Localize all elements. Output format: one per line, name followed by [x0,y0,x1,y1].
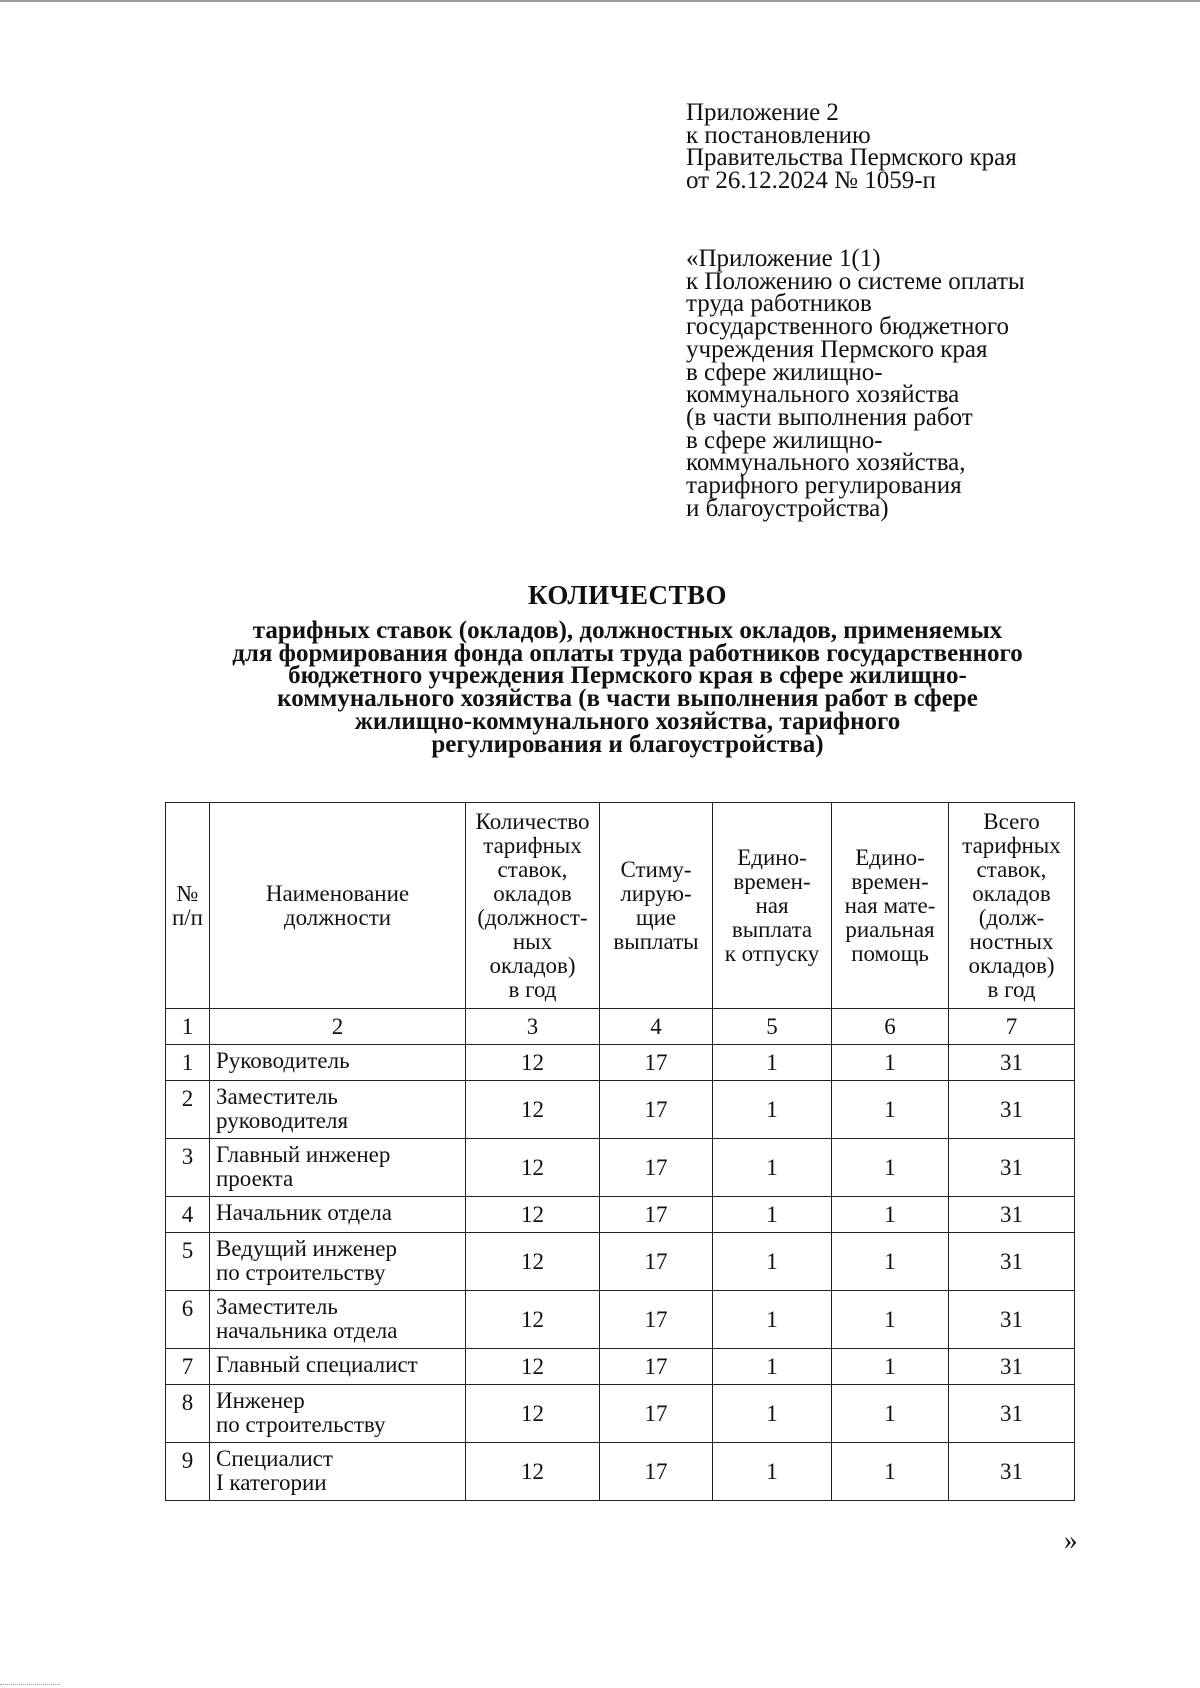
value-cell-c5: 1 [713,1197,832,1233]
regulation-line: и благоустройства) [686,494,889,522]
header-line: ная [755,892,789,918]
header-line: щие [635,904,677,930]
position-name-line: Заместитель [216,1294,338,1319]
header-cell-total [949,803,1075,1009]
column-number: 1 [166,1009,210,1045]
header-line: Количество [475,808,590,834]
position-name-line: руководителя [216,1108,349,1133]
regulation-line: в сфере жилищно- [686,426,883,454]
subtitle-line: регулирования и благоустройства) [431,730,824,758]
column-number: 2 [210,1009,466,1045]
table-row [166,1045,1075,1081]
table-header-row [166,803,1075,1009]
header-line: риальная [845,916,935,942]
rates-table [165,802,1075,1501]
subtitle-line: тарифных ставок (окладов), должностных окладов, применяемых [252,617,1003,644]
header-line: окладов) [489,952,576,978]
value-cell-c7: 31 [949,1291,1075,1349]
value-cell-c7: 31 [949,1081,1075,1139]
header-line: ставок, [976,856,1047,882]
table-row [166,1081,1075,1139]
value-cell-c6: 1 [832,1385,949,1443]
column-number: 7 [949,1009,1075,1045]
position-name-line: Руководитель [216,1048,350,1073]
value-cell-c5: 1 [713,1139,832,1197]
value-cell-c4: 17 [600,1197,713,1233]
table-row [166,1443,1075,1501]
column-number: 4 [600,1009,713,1045]
value-cell-c3: 12 [466,1443,600,1501]
value-cell-c6: 1 [832,1349,949,1385]
position-name [210,1291,466,1349]
value-cell-c6: 1 [832,1233,949,1291]
table-row [166,1197,1075,1233]
header-line: ностных [969,928,1054,954]
position-name [210,1385,466,1443]
position-name [210,1081,466,1139]
appendix-line: Правительства Пермского края [686,144,1017,171]
header-cell-rate-count [466,803,600,1009]
value-cell-c4: 17 [600,1385,713,1443]
table-row [166,1349,1075,1385]
header-line: времен- [851,868,929,894]
position-name [210,1045,466,1081]
position-name [210,1197,466,1233]
header-line: (долж- [978,904,1045,930]
row-number: 3 [166,1139,210,1197]
value-cell-c5: 1 [713,1385,832,1443]
value-cell-c3: 12 [466,1385,600,1443]
value-cell-c4: 17 [600,1349,713,1385]
column-number: 3 [466,1009,600,1045]
header-line: ных [512,928,553,954]
value-cell-c4: 17 [600,1139,713,1197]
table-row [166,1385,1075,1443]
value-cell-c7: 31 [949,1443,1075,1501]
header-line: ная мате- [844,892,936,918]
closing-quote: » [1064,1525,1078,1555]
document-title: КОЛИЧЕСТВО [527,580,728,610]
subtitle-line: коммунального хозяйства (в части выполнения работ в сфере [277,685,978,713]
header-line: выплата [731,916,813,942]
table-row [166,1233,1075,1291]
row-number: 5 [166,1233,210,1291]
table-row [166,1139,1075,1197]
header-cell-incentive-payments [600,803,713,1009]
value-cell-c3: 12 [466,1291,600,1349]
value-cell-c5: 1 [713,1081,832,1139]
position-name [210,1139,466,1197]
row-number: 8 [166,1385,210,1443]
appendix-line: Приложение 2 [686,99,839,126]
value-cell-c7: 31 [949,1045,1075,1081]
value-cell-c3: 12 [466,1045,600,1081]
value-cell-c7: 31 [949,1385,1075,1443]
header-line: времен- [733,868,811,894]
table-row [166,1291,1075,1349]
value-cell-c3: 12 [466,1349,600,1385]
value-cell-c7: 31 [949,1349,1075,1385]
value-cell-c4: 17 [600,1443,713,1501]
header-line: лирую- [620,880,692,906]
header-line: в год [508,976,557,1002]
header-line: к отпуску [724,940,820,966]
header-line: помощь [851,940,929,966]
value-cell-c3: 12 [466,1233,600,1291]
regulation-line: в сфере жилищно- [686,358,883,386]
appendix-header [686,99,1017,194]
position-name-line: Главный специалист [216,1352,418,1377]
value-cell-c5: 1 [713,1349,832,1385]
header-line: Наименование [265,880,410,906]
scan-edge-bottom [0,1684,60,1686]
value-cell-c3: 12 [466,1139,600,1197]
position-name-line: по строительству [216,1260,386,1285]
subtitle-line: для формирования фонда оплаты труда работников государственного [232,639,1023,667]
value-cell-c6: 1 [832,1443,949,1501]
regulation-line: тарифного регулирования [686,472,962,500]
row-number: 6 [166,1291,210,1349]
value-cell-c7: 31 [949,1139,1075,1197]
subtitle-line: жилищно-коммунального хозяйства, тарифного [354,707,901,735]
header-line: Стиму- [620,856,692,882]
table-body [166,1045,1075,1501]
regulation-line: к Положению о системе оплаты [686,267,1025,295]
value-cell-c4: 17 [600,1081,713,1139]
value-cell-c4: 17 [600,1291,713,1349]
regulation-line: «Приложение 1(1) [686,245,881,272]
column-number-row [166,1009,1075,1045]
document-subtitle [160,617,1095,758]
header-line: окладов) [968,952,1055,978]
position-name-line: Главный инженер [216,1142,391,1167]
column-number: 5 [713,1009,832,1045]
position-name-line: Инженер [216,1388,305,1413]
position-name-line: Начальник отдела [216,1200,392,1225]
value-cell-c3: 12 [466,1081,600,1139]
value-cell-c5: 1 [713,1291,832,1349]
header-line: Едино- [737,844,807,870]
position-name-line: Заместитель [216,1084,338,1109]
position-name [210,1443,466,1501]
value-cell-c7: 31 [949,1233,1075,1291]
header-line: выплаты [613,928,699,954]
regulation-line: труда работников [686,290,872,318]
value-cell-c6: 1 [832,1045,949,1081]
value-cell-c6: 1 [832,1197,949,1233]
regulation-line: коммунального хозяйства, [686,449,966,477]
header-line: п/п [171,904,203,930]
value-cell-c6: 1 [832,1081,949,1139]
value-cell-c6: 1 [832,1291,949,1349]
regulation-appendix-header [686,245,1025,522]
header-cell-number [166,803,210,1009]
header-cell-position [210,803,466,1009]
row-number: 1 [166,1045,210,1081]
value-cell-c3: 12 [466,1197,600,1233]
position-name-line: I категории [216,1470,327,1495]
value-cell-c4: 17 [600,1045,713,1081]
header-line: окладов [972,880,1051,906]
column-number: 6 [832,1009,949,1045]
value-cell-c7: 31 [949,1197,1075,1233]
header-line: тарифных [483,832,582,858]
header-line: должности [283,904,392,930]
row-number: 4 [166,1197,210,1233]
subtitle-line: бюджетного учреждения Пермского края в сфере жилищно- [288,662,967,690]
header-cell-material-aid [832,803,949,1009]
header-line: в год [987,976,1036,1002]
scan-edge-top [0,0,1200,2]
appendix-line: к постановлению [686,121,871,149]
header-line: № [176,880,199,906]
value-cell-c4: 17 [600,1233,713,1291]
header-line: тарифных [962,832,1061,858]
value-cell-c6: 1 [832,1139,949,1197]
regulation-line: коммунального хозяйства [686,381,960,409]
header-line: (должност- [477,904,588,930]
header-cell-vacation-payment [713,803,832,1009]
regulation-line: государственного бюджетного [686,313,1009,341]
header-line: Едино- [855,844,925,870]
header-line: Всего [983,808,1040,834]
position-name-line: Специалист [216,1446,333,1471]
row-number: 2 [166,1081,210,1139]
value-cell-c5: 1 [713,1443,832,1501]
header-line: окладов [493,880,572,906]
position-name-line: начальника отдела [216,1318,398,1343]
value-cell-c5: 1 [713,1045,832,1081]
position-name [210,1233,466,1291]
position-name-line: по строительству [216,1412,386,1437]
row-number: 9 [166,1443,210,1501]
regulation-line: учреждения Пермского края [686,335,988,363]
position-name-line: проекта [216,1166,294,1191]
row-number: 7 [166,1349,210,1385]
appendix-line: от 26.12.2024 № 1059-п [686,166,936,194]
value-cell-c5: 1 [713,1233,832,1291]
header-line: ставок, [497,856,568,882]
position-name-line: Ведущий инженер [216,1236,397,1261]
regulation-line: (в части выполнения работ [686,403,973,431]
position-name [210,1349,466,1385]
